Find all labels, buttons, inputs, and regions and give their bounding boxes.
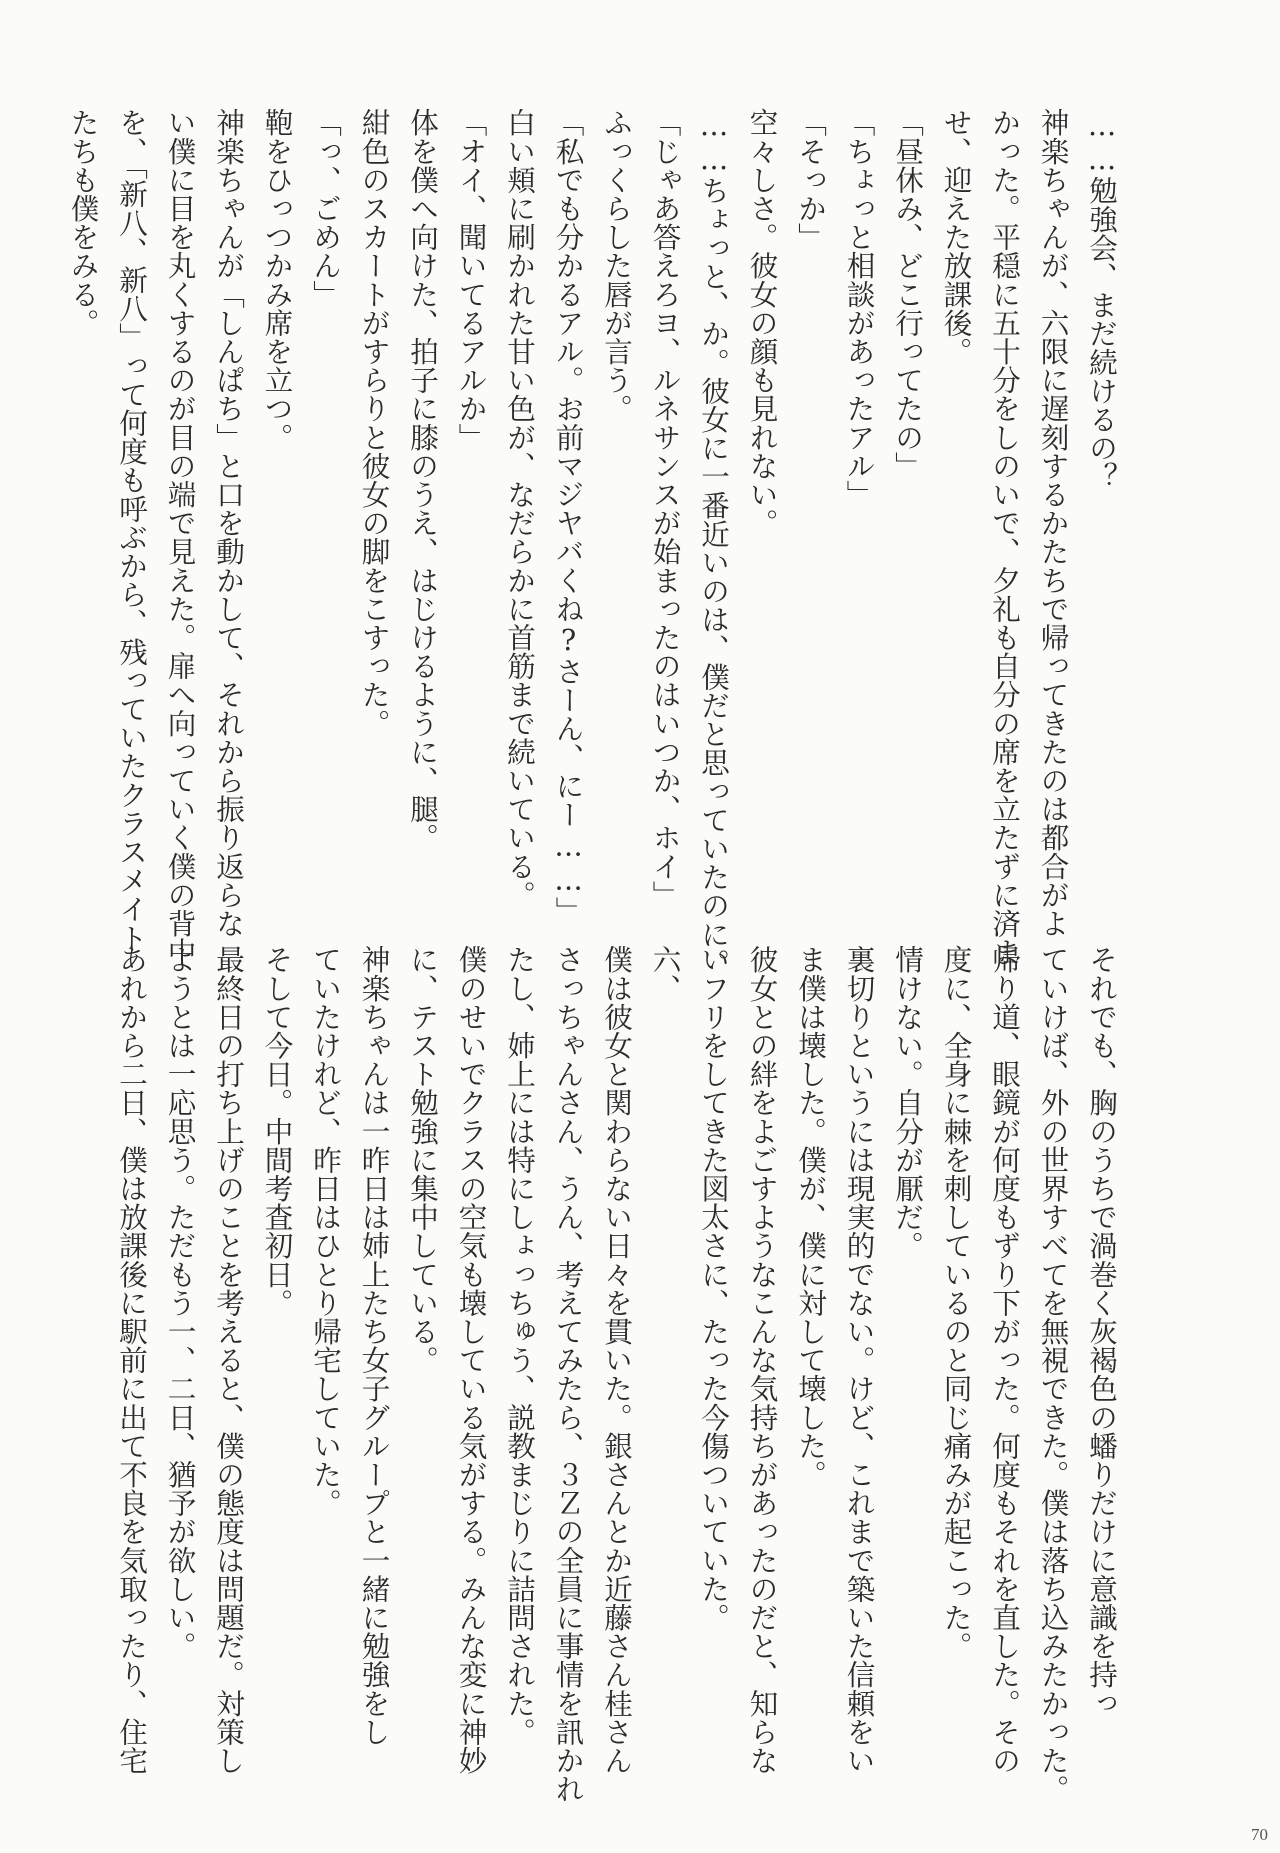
- text-line: 神楽ちゃんは一昨日は姉上たち女子グループと一緒に勉強をし: [357, 945, 392, 1746]
- text-line: ふっくらした唇が言う。: [600, 108, 634, 423]
- text-line: そして今日。中間考査初日。: [260, 945, 295, 1317]
- text-line: いフリをしてきた図太さに、たった今傷ついていた。: [697, 945, 731, 1632]
- text-line: 「そっか」: [794, 108, 828, 251]
- text-line: あれから二日、僕は放課後に駅前に出て不良を気取ったり、住宅: [115, 945, 149, 1775]
- text-line: さっちゃんさん、うん、考えてみたら、３Ｚの全員に事情を訊かれ: [551, 945, 586, 1803]
- text-line: 僕は彼女と関わらない日々を貫いた。銀さんとか近藤さん桂さん: [600, 945, 634, 1775]
- text-line: 神楽ちゃんが「しんぱち」と口を動かして、それから振り返らな: [212, 108, 246, 938]
- text-line: ていたけれど、昨日はひとり帰宅していた。: [309, 945, 343, 1517]
- text-line: い僕に目を丸くするのが目の端で見えた。扉へ向っていく僕の背中: [163, 108, 198, 966]
- text-line: 情けない。自分が厭だ。: [891, 945, 925, 1260]
- text-line: を、「新八、新八」って何度も呼ぶから、残っていたクラスメイト: [115, 108, 149, 952]
- text-line: 「私でも分かるアル。お前マジヤバくね?さーん、にー……」: [551, 108, 586, 925]
- text-line: ま僕は壊した。僕が、僕に対して壊した。: [794, 945, 828, 1489]
- text-line: 最終日の打ち上げのことを考えると、僕の態度は問題だ。対策し: [212, 945, 246, 1775]
- text-line: ていけば、外の世界すべてを無視できた。僕は落ち込みたかった。: [1036, 945, 1071, 1803]
- text-line: たちも僕をみる。: [66, 108, 101, 337]
- text-line: かった。平穏に五十分をしのいで、夕礼も自分の席を立たずに済ま: [988, 108, 1022, 966]
- section-heading: 六、: [648, 945, 683, 1003]
- text-line: 鞄をひっつかみ席を立つ。: [260, 108, 295, 452]
- top-text-block: [66, 108, 1126, 977]
- text-line: ……ちょっと、か。彼女に一番近いのは、僕だと思っていたのに。: [697, 108, 731, 977]
- text-line: 僕のせいでクラスの空気も壊している気がする。みんな変に神妙: [454, 945, 489, 1775]
- text-line: ようとは一応思う。ただもう一、二日、猶予が欲しい。: [163, 945, 198, 1660]
- text-line: たし、姉上には特にしょっちゅう、説教まじりに詰問された。: [503, 945, 537, 1746]
- text-line: 紺色のスカートがすらりと彼女の脚をこすった。: [357, 108, 392, 738]
- text-line: 白い頬に刷かれた甘い色が、なだらかに首筋まで続いている。: [503, 108, 537, 909]
- text-line: 「ちょっと相談があったアル」: [842, 108, 877, 509]
- text-line: 裏切りというには現実的でない。けど、これまで築いた信頼をい: [842, 945, 877, 1775]
- text-line: 度に、全身に棘を刺しているのと同じ痛みが起こった。: [939, 945, 974, 1660]
- text-line: 「オイ、聞いてるアルか」: [454, 108, 489, 452]
- text-line: ……勉強会、まだ続けるの？: [1085, 108, 1119, 491]
- text-line: せ、迎えた放課後。: [939, 108, 974, 366]
- text-line: 「昼休み、どこ行ってたの」: [891, 108, 925, 480]
- text-line: 彼女との絆をよごすようなこんな気持ちがあったのだと、知らな: [745, 945, 780, 1775]
- page-number: 70: [1251, 1825, 1268, 1844]
- text-line: 神楽ちゃんが、六限に遅刻するかたちで帰ってきたのは都合がよ: [1036, 108, 1071, 938]
- bottom-text-block: [91, 945, 1126, 1803]
- text-line: に、テスト勉強に集中している。: [406, 945, 440, 1374]
- text-line: 空々しさ。彼女の顔も見れない。: [745, 108, 780, 537]
- text-line: 体を僕へ向けた、拍子に膝のうえ、はじけるように、腿。: [406, 108, 440, 852]
- text-line: それでも、胸のうちで渦巻く灰褐色の蟠りだけに意識を持っ: [1085, 945, 1119, 1718]
- text-line: 帰り道、眼鏡が何度もずり下がった。何度もそれを直した。その: [988, 945, 1022, 1775]
- text-line: 「っ、ごめん」: [309, 108, 343, 309]
- text-line: 「じゃあ答えろヨ、ルネサンスが始まったのはいつか、ホイ」: [648, 108, 683, 909]
